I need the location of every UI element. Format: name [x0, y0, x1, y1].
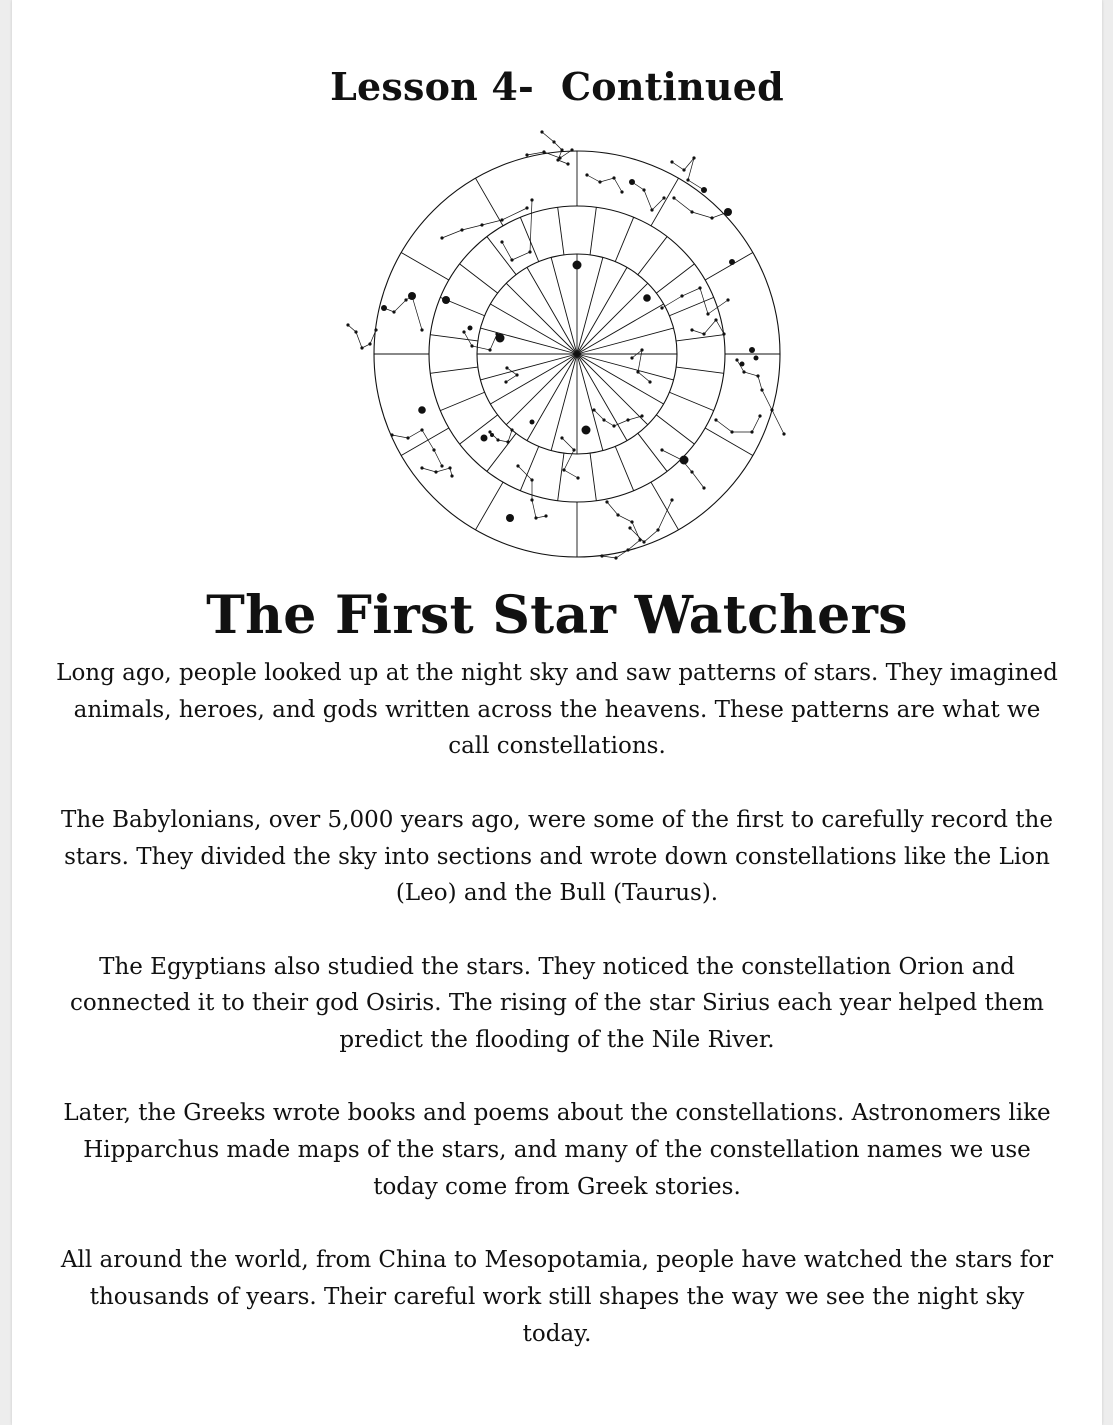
star-chart-svg — [332, 120, 802, 585]
constellation-star — [420, 466, 423, 469]
constellation-star — [672, 196, 675, 199]
chart-segment — [656, 264, 694, 293]
constellation-star — [662, 196, 665, 199]
bright-star — [680, 456, 689, 465]
constellation-star — [630, 520, 633, 523]
constellation-line — [464, 332, 497, 350]
constellation-star — [640, 348, 643, 351]
constellation-star — [440, 236, 443, 239]
constellation-star — [566, 162, 569, 165]
constellation-star — [670, 498, 673, 501]
constellation-star — [562, 468, 565, 471]
worksheet-page — [12, 0, 1102, 1425]
chart-segment — [476, 178, 504, 226]
constellation-star — [470, 344, 473, 347]
constellation-star — [374, 328, 377, 331]
constellation-star — [500, 218, 503, 221]
constellation-star — [505, 366, 508, 369]
bright-star — [630, 180, 635, 185]
constellation-star — [585, 173, 588, 176]
constellation-line — [442, 208, 527, 238]
constellation-star — [698, 286, 701, 289]
constellation-star — [714, 318, 717, 321]
constellation-star — [488, 348, 491, 351]
constellation-star — [560, 436, 563, 439]
bright-star — [442, 296, 450, 304]
constellation-star — [530, 498, 533, 501]
constellation-star — [642, 188, 645, 191]
constellation-star — [600, 554, 603, 557]
constellation-line — [630, 500, 672, 542]
constellation-star — [656, 528, 659, 531]
constellation-star — [360, 346, 363, 349]
bright-star — [749, 347, 755, 353]
constellation-line — [674, 198, 728, 218]
paragraph-1: Long ago, people looked up at the night sky and saw patterns of stars. They imagined animals, heroes, and gods written across the heavens. These patterns are what we call constellations. — [56, 660, 1058, 760]
chart-segment — [656, 415, 694, 444]
constellation-star — [572, 448, 575, 451]
constellation-star — [598, 180, 601, 183]
constellation-star — [682, 168, 685, 171]
constellation-star — [558, 156, 561, 159]
constellation-line — [632, 182, 664, 210]
constellation-star — [404, 298, 407, 301]
chart-segment — [590, 207, 596, 255]
paragraph-3: The Egyptians also studied the stars. They noticed the constellation Orion and connected it to their god Osiris. The rising of the star Sirius each year helped them predict the flooding of the Nile River. — [70, 953, 1044, 1053]
chart-segment — [460, 264, 498, 293]
constellation-star — [614, 556, 617, 559]
constellation-star — [690, 470, 693, 473]
chart-spoke — [577, 257, 603, 354]
constellation-star — [432, 448, 435, 451]
constellation-star — [670, 160, 673, 163]
constellation-star — [525, 206, 528, 209]
chart-segment — [615, 217, 633, 261]
chart-spoke — [551, 257, 577, 354]
bright-star — [481, 435, 488, 442]
chart-segment — [430, 335, 478, 341]
chart-segment — [401, 253, 449, 281]
constellation-star — [528, 250, 531, 253]
bright-star — [643, 294, 651, 302]
constellation-line — [587, 175, 622, 192]
constellation-star — [488, 430, 491, 433]
chart-spoke — [506, 354, 577, 425]
constellation-line — [348, 325, 376, 348]
chart-segment — [651, 178, 679, 226]
constellation-star — [434, 470, 437, 473]
constellation-star — [690, 210, 693, 213]
constellation-star — [420, 428, 423, 431]
chart-spoke — [577, 283, 648, 354]
constellation-line — [384, 296, 422, 330]
chart-spoke — [577, 267, 627, 354]
chart-spoke — [577, 354, 664, 404]
bright-star — [468, 326, 473, 331]
constellation-star — [420, 328, 423, 331]
chart-segment — [520, 446, 538, 490]
bright-star — [490, 433, 494, 437]
constellation-star — [530, 478, 533, 481]
chart-spoke — [527, 354, 577, 441]
constellation-star — [460, 228, 463, 231]
constellation-star — [576, 476, 579, 479]
constellation-star — [448, 466, 451, 469]
constellation-star — [516, 464, 519, 467]
constellation-line — [716, 416, 760, 432]
chart-segment — [676, 367, 724, 373]
chart-segment — [460, 415, 498, 444]
constellation-star — [626, 418, 629, 421]
bright-star — [729, 259, 735, 265]
constellation-star — [534, 516, 537, 519]
constellation-star — [630, 356, 633, 359]
bright-star — [573, 261, 582, 270]
constellation-star — [510, 258, 513, 261]
chart-spoke — [527, 267, 577, 354]
constellation-star — [540, 130, 543, 133]
constellation-star — [496, 438, 499, 441]
constellation-star — [686, 178, 689, 181]
chart-spoke — [506, 283, 577, 354]
constellation-star — [730, 430, 733, 433]
constellation-star — [714, 418, 717, 421]
bright-star — [408, 292, 416, 300]
constellation-star — [450, 474, 453, 477]
constellation-line — [562, 438, 578, 478]
constellation-star — [612, 176, 615, 179]
page-title: The First Star Watchers — [206, 585, 908, 646]
chart-spoke — [577, 354, 603, 451]
bright-star — [724, 208, 732, 216]
constellation-star — [602, 418, 605, 421]
chart-segment — [590, 453, 596, 501]
bright-star — [381, 305, 387, 311]
constellation-star — [592, 408, 595, 411]
constellation-star — [690, 328, 693, 331]
bright-star — [418, 406, 426, 414]
paragraph-4: Later, the Greeks wrote books and poems about the constellations. Astronomers like Hipparchus made maps of the stars, and many of the constellation names we use today come from Greek stories. — [63, 1100, 1051, 1200]
constellation-line — [692, 320, 724, 334]
lesson-heading: Lesson 4- Continued — [330, 64, 784, 109]
constellation-star — [506, 440, 509, 443]
bright-star — [701, 187, 707, 193]
chart-spoke — [490, 304, 577, 354]
chart-segment — [651, 482, 679, 530]
chart-spoke — [577, 354, 674, 380]
constellation-star — [354, 330, 357, 333]
constellation-star — [440, 464, 443, 467]
constellation-star — [504, 380, 507, 383]
constellation-star — [552, 140, 555, 143]
chart-segment — [401, 428, 449, 456]
constellation-star — [650, 208, 653, 211]
constellation-star — [500, 240, 503, 243]
chart-segment — [487, 433, 516, 471]
constellation-star — [756, 374, 759, 377]
constellation-line — [602, 502, 640, 558]
paragraph-2: The Babylonians, over 5,000 years ago, were some of the first to carefully record the stars. They divided the sky into sections and wrote down constellations like the Lion (Leo) and the Bull (Taurus). — [61, 806, 1053, 907]
chart-segment — [615, 446, 633, 490]
constellation-line — [542, 132, 568, 164]
chart-segment — [558, 207, 564, 255]
constellation-star — [346, 323, 349, 326]
constellation-star — [782, 432, 785, 435]
chart-spoke — [551, 354, 577, 451]
constellation-star — [702, 486, 705, 489]
chart-segment — [558, 453, 564, 501]
constellation-star — [480, 223, 483, 226]
constellation-star — [642, 540, 645, 543]
constellation-star — [605, 500, 608, 503]
chart-segment — [440, 392, 484, 410]
constellation-star — [648, 380, 651, 383]
constellation-star — [760, 388, 763, 391]
bright-star — [740, 362, 745, 367]
star-chart-illustration — [332, 120, 802, 585]
constellation-star — [612, 424, 615, 427]
constellation-star — [620, 190, 623, 193]
chart-segment — [669, 392, 713, 410]
constellation-star — [542, 150, 545, 153]
bright-star — [582, 426, 591, 435]
constellation-star — [570, 148, 573, 151]
constellation-star — [392, 310, 395, 313]
chart-spoke — [480, 328, 577, 354]
chart-segment — [430, 367, 478, 373]
constellation-line — [632, 350, 650, 382]
constellation-star — [735, 358, 738, 361]
bright-star — [496, 334, 505, 343]
constellation-star — [758, 414, 761, 417]
bright-star — [506, 514, 514, 522]
constellation-star — [510, 428, 513, 431]
constellation-star — [636, 370, 639, 373]
chart-spoke — [490, 354, 577, 404]
bright-star — [754, 356, 759, 361]
constellation-star — [515, 373, 518, 376]
constellation-star — [462, 330, 465, 333]
constellation-star — [368, 342, 371, 345]
constellation-star — [390, 433, 393, 436]
constellation-star — [680, 294, 683, 297]
chart-segment — [476, 482, 504, 530]
constellation-star — [722, 332, 725, 335]
article-body — [52, 655, 1062, 1389]
constellation-star — [616, 513, 619, 516]
constellation-line — [672, 158, 704, 190]
constellation-star — [640, 414, 643, 417]
chart-segment — [705, 253, 753, 281]
constellation-star — [628, 526, 631, 529]
constellation-star — [742, 370, 745, 373]
constellation-line — [392, 430, 442, 466]
constellation-star — [710, 216, 713, 219]
constellation-star — [660, 448, 663, 451]
chart-segment — [638, 433, 667, 471]
constellation-star — [660, 306, 663, 309]
constellation-star — [692, 156, 695, 159]
bright-star — [530, 420, 535, 425]
chart-spoke — [577, 328, 674, 354]
constellation-star — [726, 298, 729, 301]
chart-segment — [676, 335, 724, 341]
constellation-star — [406, 436, 409, 439]
constellation-star — [525, 153, 528, 156]
chart-spoke — [577, 354, 648, 425]
constellation-star — [706, 312, 709, 315]
constellation-star — [770, 408, 773, 411]
constellation-star — [560, 148, 563, 151]
paragraph-5: All around the world, from China to Mesopotamia, people have watched the stars for thousands of years. Their careful work still shapes the way we see the night sky today. — [60, 1247, 1054, 1347]
constellation-star — [702, 332, 705, 335]
chart-spoke — [480, 354, 577, 380]
constellation-star — [530, 198, 533, 201]
constellation-star — [750, 430, 753, 433]
constellation-star — [544, 514, 547, 517]
constellation-star — [626, 548, 629, 551]
chart-spoke — [577, 304, 664, 354]
chart-segment — [638, 237, 667, 275]
